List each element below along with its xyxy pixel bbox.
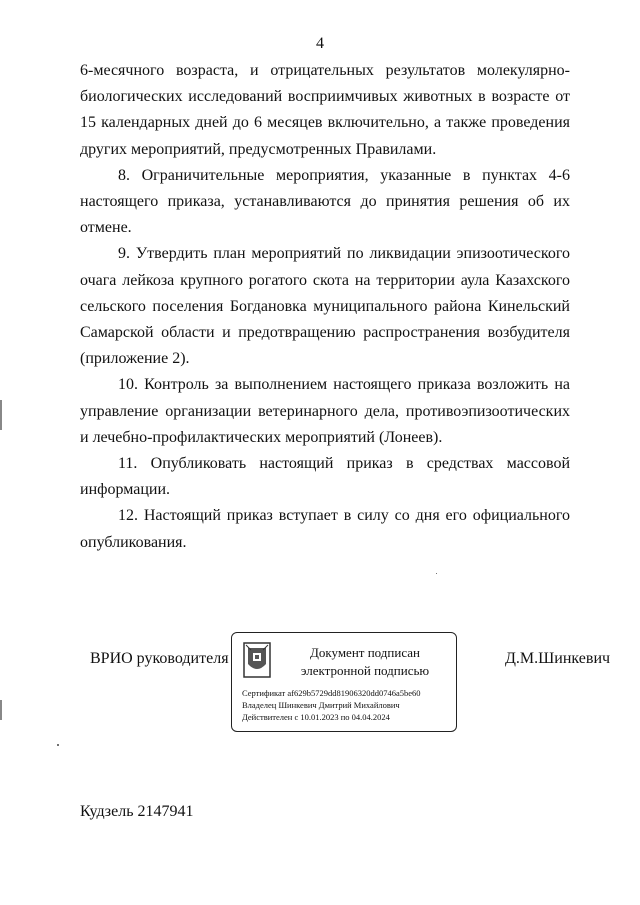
certificate-owner: Владелец Шинкевич Дмитрий Михайлович — [242, 700, 400, 710]
signer-name: Д.М.Шинкевич — [505, 650, 611, 667]
stamp-heading — [280, 644, 450, 680]
stamp-line-1: Документ подписан — [310, 645, 420, 660]
page-number: 4 — [316, 35, 324, 52]
paragraph-continuation: 6-месячного возраста, и отрицательных результатов молекулярно-биологических исследований восприимчивых животных в возрасте от 15 календарных дней до 6 месяцев включительно, а также проведения других мероприятий, предусмотренных Правилами. — [80, 62, 570, 158]
scan-edge-mark — [0, 700, 2, 720]
certificate-details — [242, 687, 421, 723]
scan-edge-mark — [0, 400, 2, 430]
certificate-validity: Действителен с 10.01.2023 по 04.04.2024 — [242, 712, 390, 722]
electronic-signature-stamp — [231, 632, 457, 732]
stamp-line-2: электронной подписью — [300, 663, 430, 678]
paragraph-10: 10. Контроль за выполнением настоящего приказа возложить на управление организации ветеринарного дела, противоэпизоотических и лечебно-профилактических мероприятий (Лонеев). — [80, 376, 570, 446]
paragraph-12: 12. Настоящий приказ вступает в силу со дня его официального опубликования. — [80, 507, 570, 551]
signer-title: ВРИО руководителя — [90, 650, 229, 667]
scan-speck — [436, 573, 437, 574]
executor-code: Кудзель 2147941 — [80, 803, 194, 820]
scan-speck — [57, 744, 59, 746]
paragraph-11: 11. Опубликовать настоящий приказ в средствах массовой информации. — [80, 455, 570, 499]
paragraph-8: 8. Ограничительные мероприятия, указанные в пунктах 4-6 настоящего приказа, устанавливаются до принятия решения об их отмене. — [80, 166, 570, 237]
document-body — [80, 58, 570, 556]
certificate-number: Сертификат af629b5729dd81906320dd0746a5be60 — [242, 688, 421, 698]
paragraph-9: 9. Утвердить план мероприятий по ликвидации эпизоотического очага лейкоза крупного рогатого скота на территории аула Казахского сельского поселения Богдановка муниципального района Кинельский Самарской области и предотвращению распространения возбудителя (приложение 2). — [80, 245, 570, 368]
coat-of-arms-icon — [243, 642, 271, 678]
